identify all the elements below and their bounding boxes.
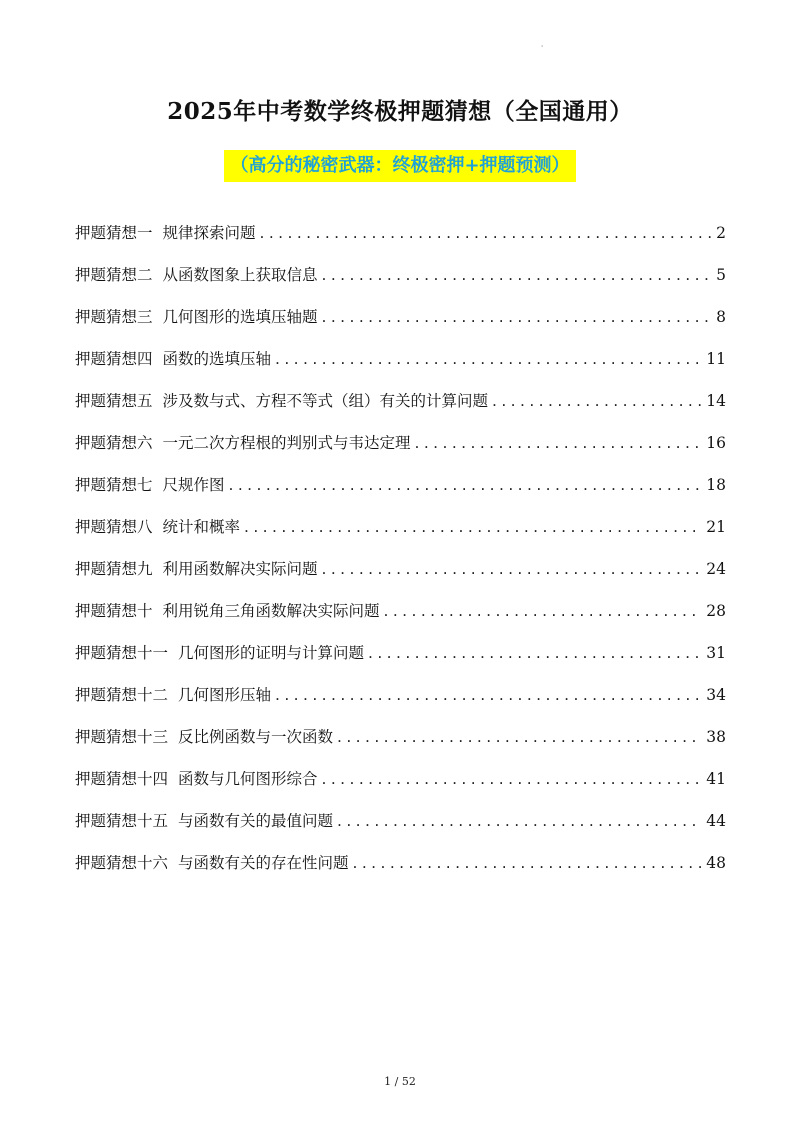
toc-dot-leader xyxy=(492,390,702,412)
toc-entry-page-number: 21 xyxy=(706,518,726,536)
toc-dot-leader xyxy=(368,642,702,664)
toc-dot-leader xyxy=(322,264,713,286)
toc-entry-title: 函数与几何图形综合 xyxy=(178,770,318,788)
toc-entry-title: 利用锐角三角函数解决实际问题 xyxy=(162,602,380,620)
toc-dot-leader xyxy=(275,348,702,370)
toc-entry-page-number: 2 xyxy=(716,224,726,242)
toc-entry-page-number: 41 xyxy=(706,770,726,788)
toc-entry[interactable] xyxy=(75,684,726,726)
toc-entry-title: 几何图形压轴 xyxy=(178,686,272,704)
document-title: 2025年中考数学终极押题猜想（全国通用） xyxy=(167,98,633,125)
toc-entry-label: 押题猜想三 xyxy=(75,308,153,326)
toc-entry-title: 涉及数与式、方程不等式（组）有关的计算问题 xyxy=(162,392,489,410)
subtitle-container xyxy=(0,150,800,182)
toc-dot-leader xyxy=(337,810,702,832)
toc-dot-leader xyxy=(322,558,703,580)
toc-dot-leader xyxy=(384,600,703,622)
toc-entry-page-number: 24 xyxy=(706,560,726,578)
toc-entry-title: 尺规作图 xyxy=(162,476,225,494)
toc-entry-label: 押题猜想一 xyxy=(75,224,153,242)
toc-entry[interactable] xyxy=(75,432,726,474)
toc-entry-page-number: 18 xyxy=(706,476,726,494)
toc-entry-label: 押题猜想九 xyxy=(75,560,153,578)
toc-entry-page-number: 16 xyxy=(706,434,726,452)
toc-entry-title: 函数的选填压轴 xyxy=(162,350,272,368)
toc-entry[interactable] xyxy=(75,474,726,516)
toc-dot-leader xyxy=(415,432,703,454)
toc-entry-title: 几何图形的选填压轴题 xyxy=(162,308,318,326)
toc-entry-page-number: 44 xyxy=(706,812,726,830)
toc-entry-title: 从函数图象上获取信息 xyxy=(162,266,318,284)
toc-dot-leader xyxy=(322,768,703,790)
toc-entry-title: 与函数有关的最值问题 xyxy=(178,812,334,830)
toc-entry[interactable] xyxy=(75,768,726,810)
toc-entry-page-number: 5 xyxy=(716,266,726,284)
toc-entry-page-number: 34 xyxy=(706,686,726,704)
toc-entry-label: 押题猜想十三 xyxy=(75,728,169,746)
table-of-contents xyxy=(75,222,726,894)
toc-entry-page-number: 8 xyxy=(716,308,726,326)
toc-entry[interactable] xyxy=(75,642,726,684)
toc-entry-title: 利用函数解决实际问题 xyxy=(162,560,318,578)
toc-entry[interactable] xyxy=(75,348,726,390)
toc-dot-leader xyxy=(337,726,702,748)
toc-entry-label: 押题猜想八 xyxy=(75,518,153,536)
toc-dot-leader xyxy=(229,474,703,496)
toc-dot-leader xyxy=(260,222,713,244)
toc-entry-title: 反比例函数与一次函数 xyxy=(178,728,334,746)
toc-entry[interactable] xyxy=(75,264,726,306)
toc-dot-leader xyxy=(322,306,713,328)
toc-entry-label: 押题猜想六 xyxy=(75,434,153,452)
toc-entry[interactable] xyxy=(75,726,726,768)
toc-entry-label: 押题猜想十 xyxy=(75,602,153,620)
toc-dot-leader xyxy=(353,852,703,874)
toc-entry-page-number: 38 xyxy=(706,728,726,746)
toc-entry-title: 规律探索问题 xyxy=(162,224,256,242)
toc-entry-label: 押题猜想十六 xyxy=(75,854,169,872)
toc-entry-label: 押题猜想五 xyxy=(75,392,153,410)
toc-entry-label: 押题猜想十二 xyxy=(75,686,169,704)
toc-entry-page-number: 14 xyxy=(706,392,726,410)
toc-entry-label: 押题猜想四 xyxy=(75,350,153,368)
toc-entry-title: 统计和概率 xyxy=(162,518,241,536)
toc-entry[interactable] xyxy=(75,390,726,432)
toc-entry-label: 押题猜想十一 xyxy=(75,644,169,662)
toc-entry-label: 押题猜想二 xyxy=(75,266,153,284)
toc-entry-page-number: 28 xyxy=(706,602,726,620)
toc-entry-label: 押题猜想十五 xyxy=(75,812,169,830)
toc-entry-page-number: 48 xyxy=(706,854,726,872)
toc-dot-leader xyxy=(275,684,702,706)
top-mark: ' xyxy=(541,44,544,53)
toc-entry[interactable] xyxy=(75,852,726,894)
toc-entry[interactable] xyxy=(75,516,726,558)
toc-entry[interactable] xyxy=(75,222,726,264)
toc-entry-title: 与函数有关的存在性问题 xyxy=(178,854,349,872)
toc-entry-label: 押题猜想十四 xyxy=(75,770,169,788)
toc-entry-page-number: 31 xyxy=(706,644,726,662)
toc-entry[interactable] xyxy=(75,810,726,852)
toc-entry[interactable] xyxy=(75,558,726,600)
toc-dot-leader xyxy=(244,516,702,538)
toc-entry-title: 几何图形的证明与计算问题 xyxy=(178,644,365,662)
highlighted-subtitle: （高分的秘密武器：终极密押+押题预测） xyxy=(224,150,575,182)
toc-entry-title: 一元二次方程根的判别式与韦达定理 xyxy=(162,434,411,452)
toc-entry[interactable] xyxy=(75,600,726,642)
toc-entry-page-number: 11 xyxy=(706,350,726,368)
toc-entry[interactable] xyxy=(75,306,726,348)
toc-entry-label: 押题猜想七 xyxy=(75,476,153,494)
page-number: 1 / 52 xyxy=(384,1075,416,1088)
